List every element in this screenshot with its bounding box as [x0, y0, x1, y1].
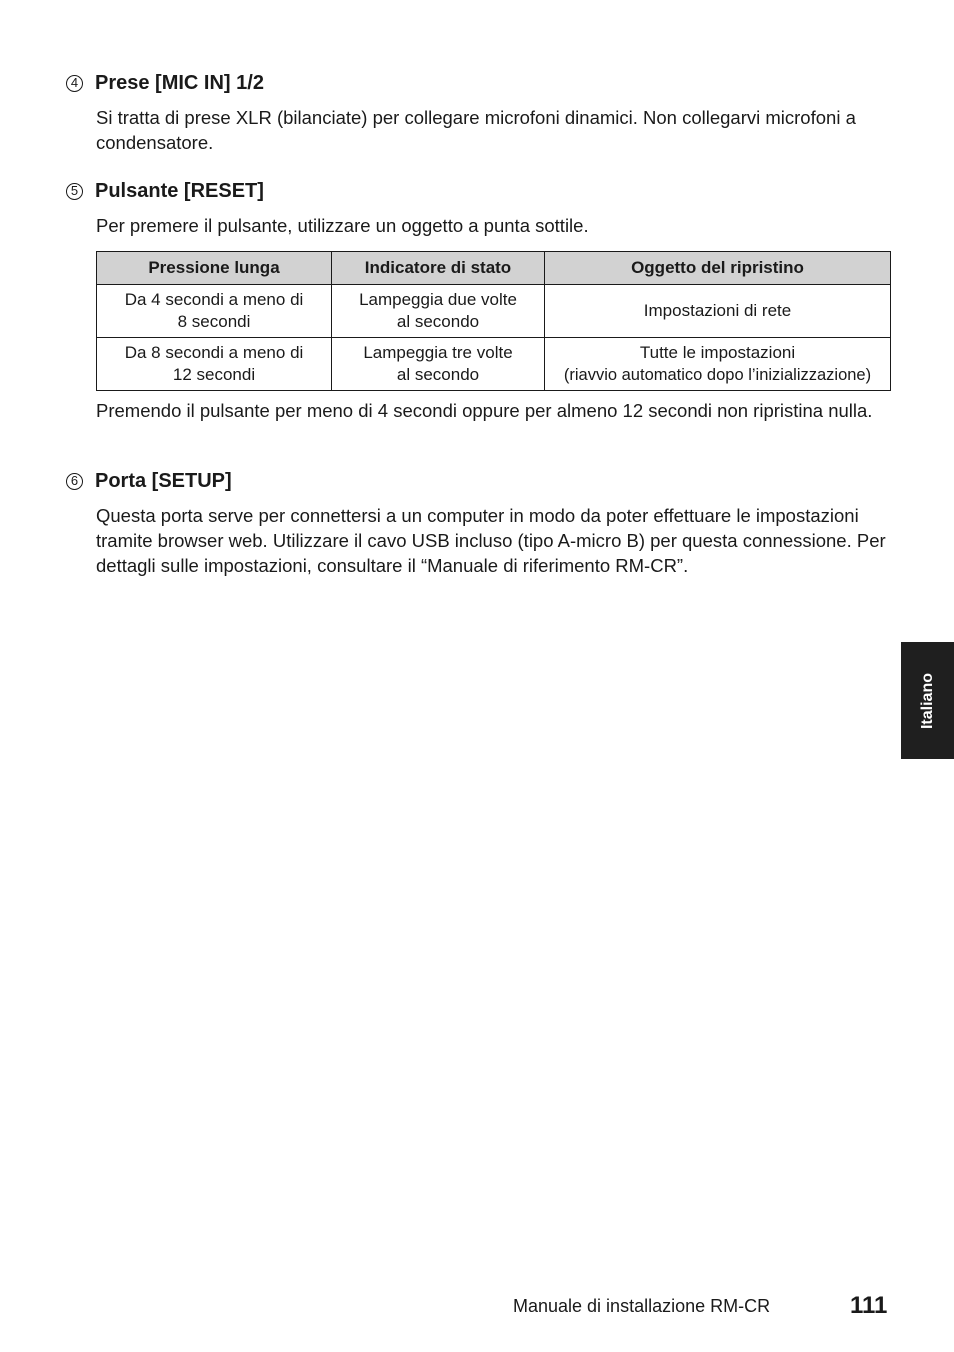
cell-line: al secondo — [396, 365, 480, 384]
section-heading — [65, 71, 895, 95]
language-label: Italiano — [918, 672, 936, 729]
table-cell — [545, 285, 891, 338]
note-text: Premendo il pulsante per meno di 4 secondi oppure per almeno 12 secondi non ripristina nulla. — [96, 400, 873, 421]
section-reset — [65, 179, 895, 238]
circled-number: 6 — [66, 473, 83, 490]
cell-line: (riavvio automatico dopo l’inizializzazione) — [563, 366, 872, 384]
table-row — [97, 338, 891, 391]
column-header: Indicatore di stato — [332, 252, 545, 285]
table-row — [97, 285, 891, 338]
section-body: Per premere il pulsante, utilizzare un oggetto a punta sottile. — [96, 215, 589, 236]
section-heading — [65, 179, 895, 203]
section-title: Porta [SETUP] — [95, 470, 232, 492]
circled-number: 4 — [66, 75, 83, 92]
section-title: Pulsante [RESET] — [95, 180, 264, 202]
cell-line: 8 secondi — [177, 312, 251, 331]
column-header: Pressione lunga — [97, 252, 332, 285]
table-header-row — [97, 252, 891, 285]
cell-line: Da 8 secondi a meno di — [124, 343, 304, 362]
section-setup — [65, 469, 895, 578]
page-number: 111 — [850, 1292, 888, 1319]
cell-line: Lampeggia due volte — [359, 290, 517, 309]
cell-line: Impostazioni di rete — [643, 301, 792, 320]
table-cell — [545, 338, 891, 391]
section-body: Questa porta serve per connettersi a un computer in modo da poter effettuare le impostazioni tramite browser web. Utilizzare il cavo USB incluso (tipo A-micro B) per questa connessione. Per dettagli sulle impostazioni, consultare il “Manuale di riferimento RM-CR”. — [96, 505, 886, 576]
section-title: Prese [MIC IN] 1/2 — [95, 72, 264, 94]
column-header: Oggetto del ripristino — [545, 252, 891, 285]
table-cell — [97, 285, 332, 338]
cell-line: Tutte le impostazioni — [639, 343, 796, 362]
table-cell — [332, 338, 545, 391]
reset-table — [96, 251, 891, 391]
language-tab — [901, 642, 954, 759]
section-mic-in — [65, 71, 895, 155]
section-heading — [65, 469, 895, 493]
table-cell — [97, 338, 332, 391]
section-body: Si tratta di prese XLR (bilanciate) per collegare microfoni dinamici. Non collegarvi microfoni a condensatore. — [96, 107, 856, 153]
cell-line: 12 secondi — [172, 365, 256, 384]
circled-number: 5 — [66, 183, 83, 200]
cell-line: Da 4 secondi a meno di — [124, 290, 304, 309]
footer-manual-title: Manuale di installazione RM-CR — [513, 1296, 771, 1316]
reset-note — [65, 398, 895, 423]
table-cell — [332, 285, 545, 338]
cell-line: Lampeggia tre volte — [363, 343, 513, 362]
cell-line: al secondo — [396, 312, 480, 331]
